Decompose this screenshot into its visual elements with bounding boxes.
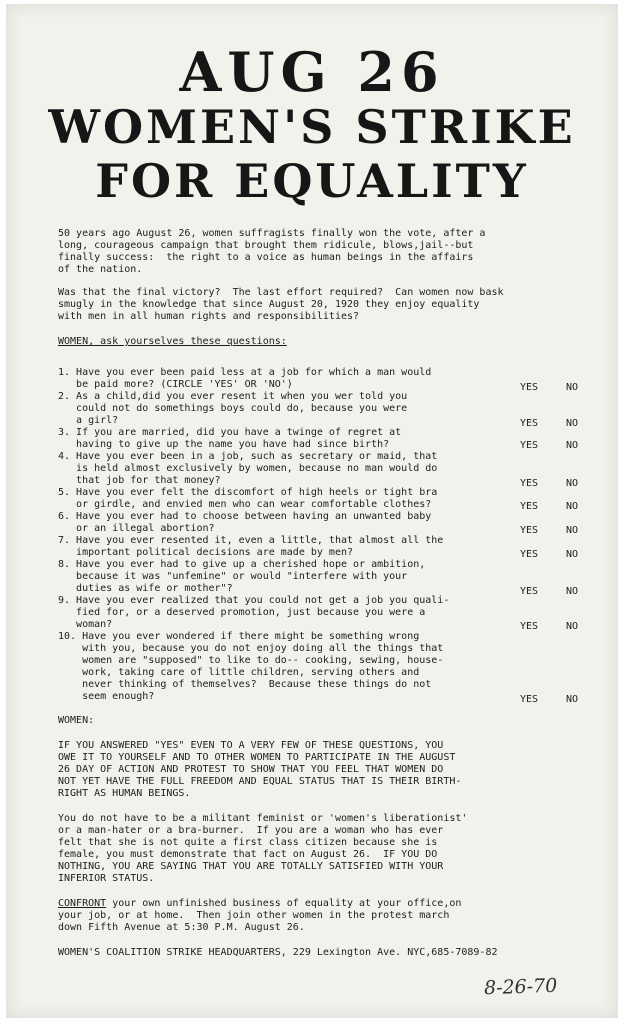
question-line: 10. Have you ever wondered if there might be something wrong [58, 631, 420, 642]
answer-yes[interactable]: YES [520, 621, 539, 632]
answer-no[interactable]: NO [566, 621, 579, 632]
militant-line: You do not have to be a militant feminist or 'women's liberationist' [58, 813, 468, 824]
intro-line: finally success: the right to a voice as human beings in the affairs [58, 252, 474, 263]
intro-line: smugly in the knowledge that since August 20, 1920 they enjoy equality [58, 299, 480, 310]
question-line: 4. Have you ever been in a job, such as secretary or maid, that [58, 451, 438, 462]
question-line: 9. Have you ever realized that you could not get a job you quali- [58, 595, 450, 606]
question-line: could not do somethings boys could do, because you were [58, 403, 408, 414]
answer-no[interactable]: NO [566, 586, 579, 597]
headline-date: AUG 26 [179, 40, 445, 104]
question-line: 8. Have you ever had to give up a cherished hope or ambition, [58, 559, 426, 570]
answer-no[interactable]: NO [566, 382, 579, 393]
militant-line: INFERIOR STATUS. [58, 873, 155, 884]
question-line: 2. As a child,did you ever resent it when you wer told you [58, 391, 408, 402]
question-line: 6. Have you ever had to choose between having an unwanted baby [58, 511, 432, 522]
flyer-page [6, 4, 618, 1018]
answer-no[interactable]: NO [566, 440, 579, 451]
intro-line: 50 years ago August 26, women suffragists finally won the vote, after a [58, 228, 486, 239]
militant-line: felt that she is not quite a first class citizen because she is [58, 837, 438, 848]
women-heading: WOMEN: [58, 715, 95, 726]
question-line: is held almost exclusively by women, because no man would do [58, 463, 438, 474]
question-line: because it was "unfemine" or would "interfere with your [58, 571, 408, 582]
answer-yes[interactable]: YES [520, 501, 539, 512]
handwritten-date: 8-26-70 [483, 974, 558, 1000]
call-to-action-line: OWE IT TO YOURSELF AND TO OTHER WOMEN TO PARTICIPATE IN THE AUGUST [58, 752, 456, 763]
intro-line: Was that the final victory? The last effort required? Can women now bask [58, 287, 504, 298]
answer-no[interactable]: NO [566, 478, 579, 489]
question-line: seem enough? [58, 691, 155, 702]
call-to-action-line: NOT YET HAVE THE FULL FREEDOM AND EQUAL STATUS THAT IS THEIR BIRTH- [58, 776, 462, 787]
question-line: 1. Have you ever been paid less at a job for which a man would [58, 367, 432, 378]
intro-line: of the nation. [58, 264, 143, 275]
question-line: work, taking care of little children, serving others and [58, 667, 420, 678]
confront-line [58, 898, 578, 911]
answer-yes[interactable]: YES [520, 418, 539, 429]
answer-no[interactable]: NO [566, 549, 579, 560]
answer-no[interactable]: NO [566, 501, 579, 512]
question-line: never thinking of themselves? Because these things do not [58, 679, 432, 690]
answer-yes[interactable]: YES [520, 478, 539, 489]
answer-no[interactable]: NO [566, 418, 579, 429]
questions-heading: WOMEN, ask yourselves these questions: [58, 336, 287, 347]
question-line: women are "supposed" to like to do-- cooking, sewing, house- [58, 655, 444, 666]
militant-line: or a man-hater or a bra-burner. If you are a woman who has ever [58, 825, 444, 836]
call-to-action-line: 26 DAY OF ACTION AND PROTEST TO SHOW THAT YOU FEEL THAT WOMEN DO [58, 764, 444, 775]
answer-yes[interactable]: YES [520, 382, 539, 393]
call-to-action-line: IF YOU ANSWERED "YES" EVEN TO A VERY FEW OF THESE QUESTIONS, YOU [58, 740, 444, 751]
answer-yes[interactable]: YES [520, 586, 539, 597]
answer-yes[interactable]: YES [520, 525, 539, 536]
confront-line: your job, or at home. Then join other women in the protest march [58, 910, 450, 921]
intro-line: long, courageous campaign that brought them ridicule, blows,jail--but [58, 240, 474, 251]
confront-rest: your own unfinished business of equality at your office,on [106, 898, 462, 909]
militant-line: female, you must demonstrate that fact on August 26. IF YOU DO [58, 849, 438, 860]
answer-yes[interactable]: YES [520, 694, 539, 705]
call-to-action-line: RIGHT AS HUMAN BEINGS. [58, 788, 191, 799]
question-line: having to give up the name you have had since birth? [58, 439, 390, 450]
question-line: that job for that money? [58, 475, 221, 486]
militant-line: NOTHING, YOU ARE SAYING THAT YOU ARE TOTALLY SATISFIED WITH YOUR [58, 861, 444, 872]
question-line: or an illegal abortion? [58, 523, 215, 534]
headline-womens-strike: WOMEN'S STRIKE [48, 100, 576, 154]
question-line: with you, because you do not enjoy doing all the things that [58, 643, 444, 654]
question-line: fied for, or a deserved promotion, just because you were a [58, 607, 426, 618]
answer-yes[interactable]: YES [520, 549, 539, 560]
question-line: woman? [58, 619, 113, 630]
answer-yes[interactable]: YES [520, 440, 539, 451]
question-line: 7. Have you ever resented it, even a little, that almost all the [58, 535, 444, 546]
question-line: or girdle, and envied men who can wear comfortable clothes? [58, 499, 432, 510]
intro-line: with men in all human rights and responsibilities? [58, 311, 360, 322]
confront-word: CONFRONT [58, 898, 107, 909]
answer-no[interactable]: NO [566, 525, 579, 536]
question-line: important political decisions are made by men? [58, 547, 354, 558]
confront-line: down Fifth Avenue at 5:30 P.M. August 26. [58, 922, 305, 933]
question-line: 3. If you are married, did you have a twinge of regret at [58, 427, 402, 438]
question-line: duties as wife or mother"? [58, 583, 233, 594]
question-line: 5. Have you ever felt the discomfort of high heels or tight bra [58, 487, 438, 498]
headline-for-equality: FOR EQUALITY [95, 154, 529, 208]
question-line: be paid more? (CIRCLE 'YES' OR 'NO') [58, 379, 293, 390]
question-line: a girl? [58, 415, 119, 426]
answer-no[interactable]: NO [566, 694, 579, 705]
headquarters-footer: WOMEN'S COALITION STRIKE HEADQUARTERS, 229 Lexington Ave. NYC,685-7089-82 [58, 947, 498, 958]
